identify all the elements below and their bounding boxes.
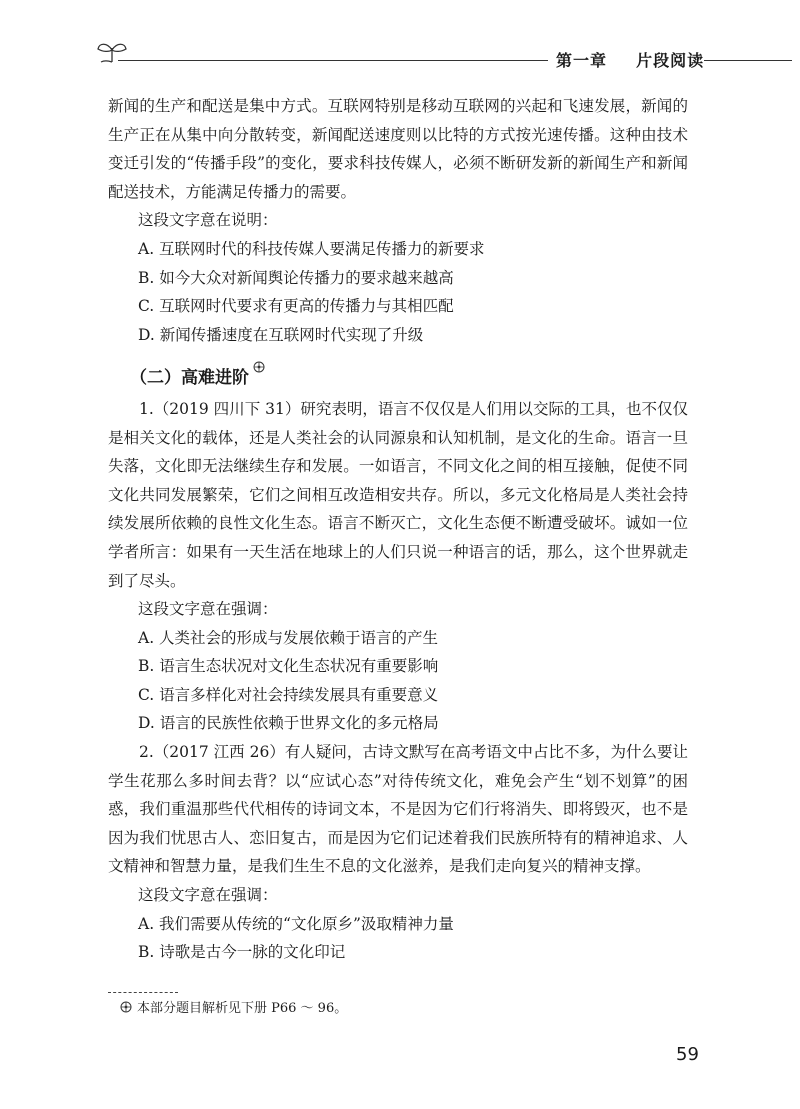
page-content bbox=[108, 92, 688, 967]
intro-option-d: D. 新闻传播速度在互联网时代实现了升级 bbox=[138, 325, 424, 344]
problem-1-question: 这段文字意在强调： bbox=[138, 600, 278, 619]
section-heading bbox=[108, 361, 688, 393]
intro-option-c: C. 互联网时代要求有更高的传播力与其相匹配 bbox=[138, 297, 454, 316]
running-header bbox=[548, 48, 712, 71]
section-title: （二）高难进阶 bbox=[130, 368, 249, 389]
problem-2-option-b: B. 诗歌是古今一脉的文化印记 bbox=[138, 943, 346, 962]
problem-1-option-a: A. 人类社会的形成与发展依赖于语言的产生 bbox=[138, 628, 439, 647]
footnote bbox=[120, 1000, 347, 1018]
problem-2-question: 这段文字意在强调： bbox=[138, 886, 278, 905]
footnote-rule bbox=[108, 992, 178, 993]
header-rule-right bbox=[704, 60, 792, 61]
header-rule-left bbox=[118, 60, 588, 61]
problem-1-passage: 1.（2019 四川下 31）研究表明，语言不仅仅是人们用以交际的工具，也不仅仅是相关文化的载体，还是人类社会的认同源泉和认知机制，是文化的生命。语言一旦失落，文化即无法继续生存和发展。一如语言，不同文化之间的相互接触，促使不同文化共同发展繁荣，它们之间相互改造相安共存。所以，多元文化格局是人类社会持续发展所依赖的良性文化生态。语言不断灭亡，文化生态便不断遭受破坏。诚如一位学者所言：如果有一天生活在地球上的人们只说一种语言的话，那么，这个世界就走到了尽头。 bbox=[108, 399, 688, 590]
section-label: 片段阅读 bbox=[636, 51, 705, 70]
problem-1-option-c: C. 语言多样化对社会持续发展具有重要意义 bbox=[138, 685, 439, 704]
problem-2-option-a: A. 我们需要从传统的“文化原乡”汲取精神力量 bbox=[138, 914, 454, 933]
footnote-text: 本部分题目解析见下册 P66 ～ 96。 bbox=[137, 1001, 348, 1016]
intro-option-b: B. 如今大众对新闻舆论传播力的要求越来越高 bbox=[138, 268, 454, 287]
intro-question: 这段文字意在说明： bbox=[138, 211, 278, 230]
intro-option-a: A. 互联网时代的科技传媒人要满足传播力的新要求 bbox=[138, 239, 485, 258]
intro-passage: 新闻的生产和配送是集中方式。互联网特别是移动互联网的兴起和飞速发展，新闻的生产正在从集中向分散转变，新闻配送速度则以比特的方式按光速传播。这种由技术变迁引发的“传播手段”的变化，要求科技传媒人，必须不断研发新的新闻生产和新闻配送技术，方能满足传播力的需要。 bbox=[108, 97, 688, 201]
problem-2-passage: 2.（2017 江西 26）有人疑问，古诗文默写在高考语文中占比不多，为什么要让学生花那么多时间去背？以“应试心态”对待传统文化，难免会产生“划不划算”的困惑，我们重温那些代代相传的诗词文本，不是因为它们行将消失、即将毁灭，也不是因为我们忧思古人、恋旧复古，而是因为它们记述着我们民族所特有的精神追求、人文精神和智慧力量，是我们生生不息的文化滋养，是我们走向复兴的精神支撑。 bbox=[108, 743, 688, 876]
problem-1-option-b: B. 语言生态状况对文化生态状况有重要影响 bbox=[138, 657, 439, 676]
chapter-label: 第一章 bbox=[556, 51, 608, 70]
problem-1-option-d: D. 语言的民族性依赖于世界文化的多元格局 bbox=[138, 714, 439, 733]
flower-note-icon bbox=[253, 361, 265, 373]
flower-note-icon bbox=[120, 1001, 132, 1013]
page-number: 59 bbox=[676, 1044, 699, 1065]
